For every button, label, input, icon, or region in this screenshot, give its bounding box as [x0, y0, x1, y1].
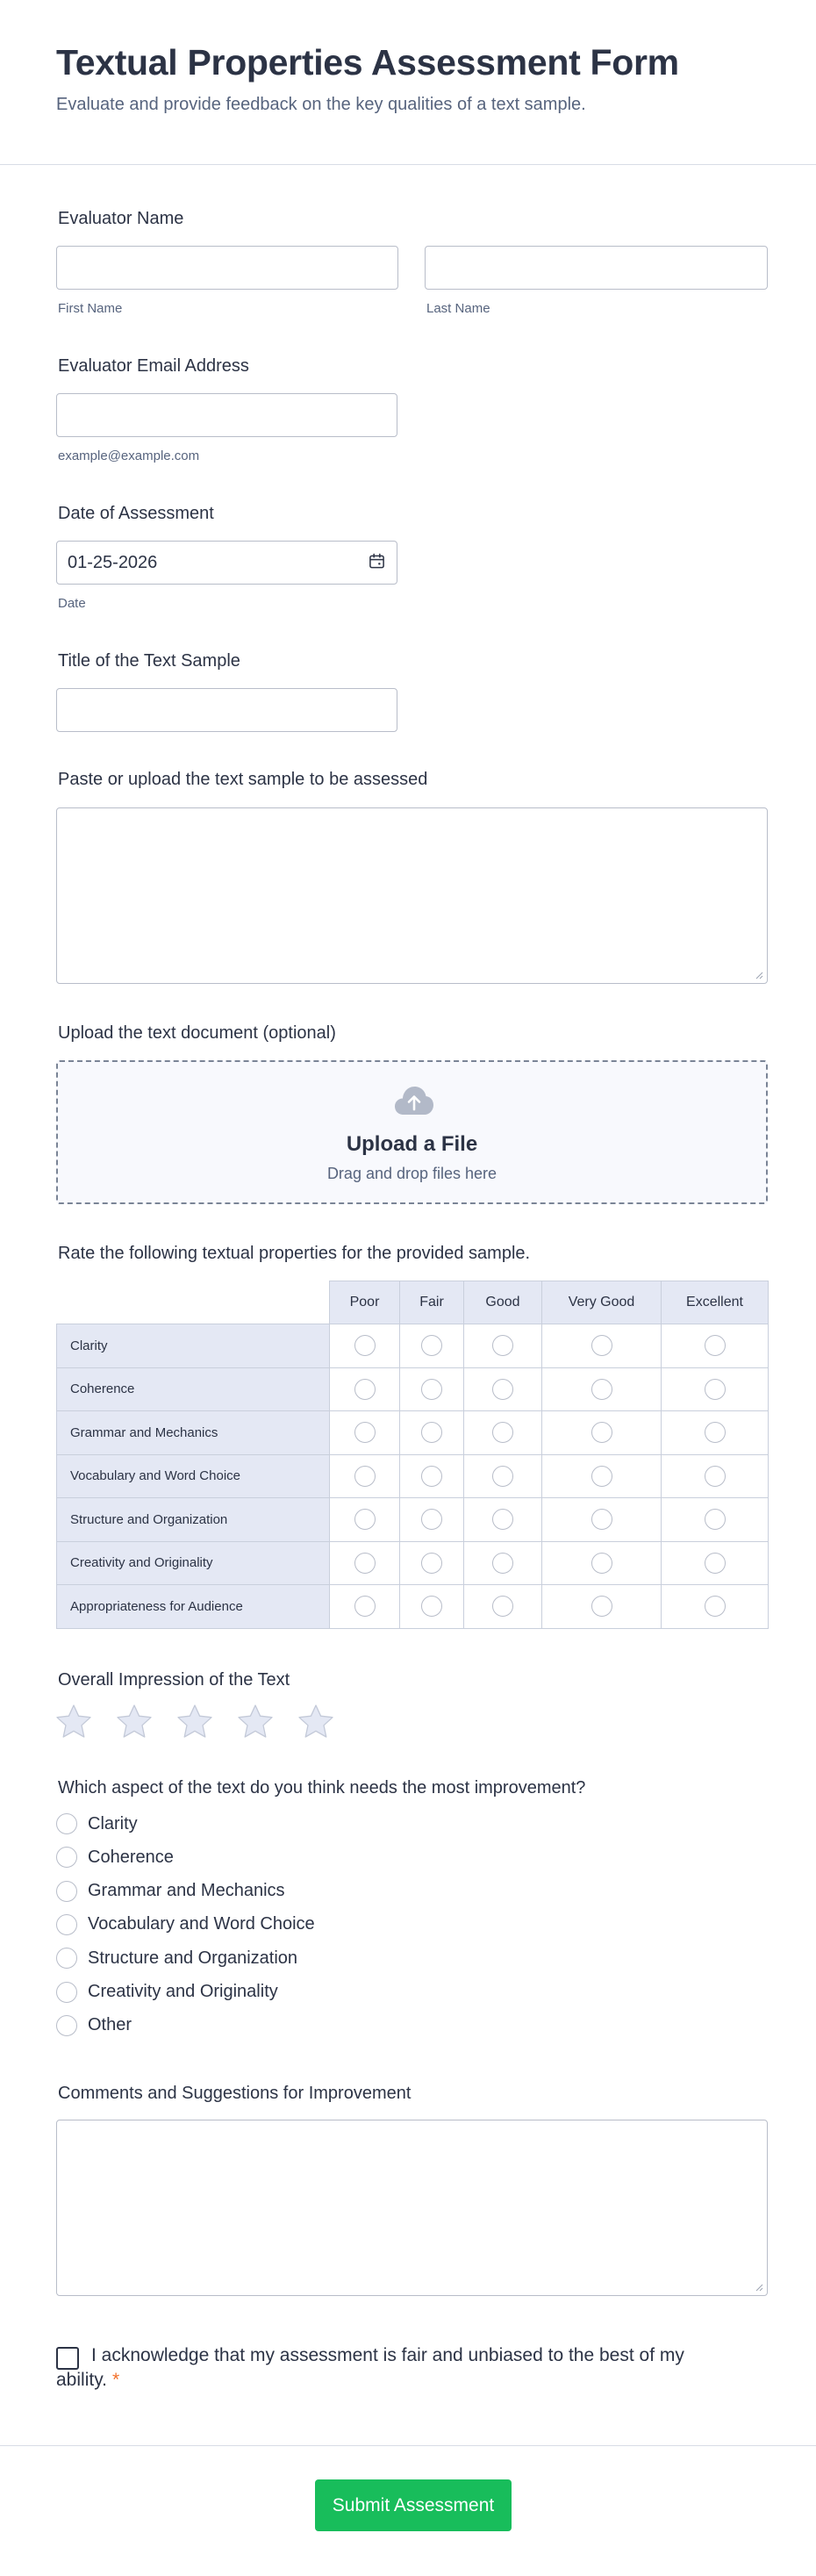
date-input[interactable] [56, 541, 397, 585]
matrix-radio[interactable] [492, 1509, 513, 1530]
matrix-cell [399, 1367, 464, 1412]
last-name-input[interactable] [425, 246, 768, 290]
star-icon[interactable] [54, 1703, 93, 1741]
matrix-column-header: Good [463, 1281, 542, 1324]
resize-handle-icon[interactable] [755, 2283, 763, 2292]
improvement-option[interactable] [56, 1912, 315, 1937]
first-name-sublabel: First Name [58, 301, 123, 316]
improvement-radio[interactable] [56, 1948, 77, 1969]
improvement-option[interactable] [56, 1946, 297, 1970]
required-asterisk: * [111, 2370, 120, 2390]
matrix-radio[interactable] [591, 1466, 612, 1487]
matrix-column-header: Excellent [661, 1281, 769, 1324]
matrix-cell [329, 1584, 400, 1629]
matrix-cell [329, 1324, 400, 1368]
improvement-option-label: Creativity and Originality [88, 1982, 278, 2001]
matrix-cell [661, 1541, 769, 1586]
matrix-column-header: Very Good [541, 1281, 662, 1324]
star-rating [54, 1703, 370, 1747]
email-sublabel: example@example.com [58, 448, 200, 463]
matrix-row-label: Creativity and Originality [56, 1541, 330, 1586]
improvement-radio[interactable] [56, 1813, 77, 1834]
matrix-radio[interactable] [492, 1422, 513, 1443]
upload-title: Upload a File [346, 1132, 478, 1156]
improvement-option-label: Coherence [88, 1847, 174, 1867]
matrix-radio[interactable] [421, 1596, 442, 1617]
matrix-row-label: Coherence [56, 1367, 330, 1412]
matrix-cell [329, 1541, 400, 1586]
matrix-radio[interactable] [421, 1422, 442, 1443]
matrix-cell [661, 1584, 769, 1629]
acknowledge-label [56, 2343, 688, 2393]
improvement-option-label: Structure and Organization [88, 1948, 298, 1968]
matrix-row-label: Clarity [56, 1324, 330, 1368]
matrix-cell [329, 1367, 400, 1412]
sample-title-input[interactable] [56, 688, 397, 732]
matrix-radio[interactable] [705, 1379, 726, 1400]
improvement-option-label: Other [88, 2015, 132, 2035]
rating-matrix [56, 1281, 768, 1614]
matrix-cell [541, 1497, 662, 1542]
matrix-cell [329, 1454, 400, 1499]
star-icon[interactable] [115, 1703, 154, 1741]
improvement-radio[interactable] [56, 1914, 77, 1935]
matrix-cell [541, 1324, 662, 1368]
date-sublabel: Date [58, 596, 86, 611]
improvement-option[interactable] [56, 1879, 285, 1904]
improvement-option-label: Vocabulary and Word Choice [88, 1914, 315, 1934]
matrix-cell [463, 1584, 542, 1629]
matrix-cell [541, 1410, 662, 1455]
matrix-cell [399, 1324, 464, 1368]
matrix-radio[interactable] [354, 1422, 376, 1443]
matrix-cell [399, 1584, 464, 1629]
improvement-option[interactable] [56, 1845, 174, 1869]
submit-button[interactable]: Submit Assessment [315, 2479, 512, 2531]
matrix-radio[interactable] [591, 1553, 612, 1574]
star-rating-label: Overall Impression of the Text [58, 1670, 290, 1690]
matrix-radio[interactable] [705, 1422, 726, 1443]
matrix-radio[interactable] [705, 1553, 726, 1574]
improvement-radio[interactable] [56, 1881, 77, 1902]
matrix-row-label: Grammar and Mechanics [56, 1410, 330, 1455]
matrix-radio[interactable] [705, 1596, 726, 1617]
evaluator-name-label: Evaluator Name [58, 209, 184, 228]
matrix-row-label: Appropriateness for Audience [56, 1584, 330, 1629]
matrix-radio[interactable] [705, 1466, 726, 1487]
matrix-radio[interactable] [591, 1379, 612, 1400]
matrix-radio[interactable] [591, 1335, 612, 1356]
matrix-radio[interactable] [354, 1466, 376, 1487]
improvement-option[interactable] [56, 2013, 132, 2038]
matrix-cell [463, 1367, 542, 1412]
matrix-cell [399, 1497, 464, 1542]
matrix-cell [329, 1410, 400, 1455]
star-icon[interactable] [297, 1703, 335, 1741]
matrix-radio[interactable] [705, 1509, 726, 1530]
improvement-option-label: Grammar and Mechanics [88, 1881, 285, 1901]
matrix-cell [399, 1454, 464, 1499]
matrix-cell [661, 1410, 769, 1455]
comments-label: Comments and Suggestions for Improvement [58, 2084, 412, 2103]
email-label: Evaluator Email Address [58, 356, 249, 376]
matrix-radio[interactable] [421, 1335, 442, 1356]
date-label: Date of Assessment [58, 504, 214, 523]
upload-subtitle: Drag and drop files here [326, 1165, 497, 1182]
sample-title-label: Title of the Text Sample [58, 651, 240, 671]
improvement-options [56, 1812, 495, 2049]
matrix-radio[interactable] [492, 1596, 513, 1617]
matrix-cell [329, 1497, 400, 1542]
form-title: Textual Properties Assessment Form [56, 42, 679, 83]
matrix-cell [463, 1324, 542, 1368]
improvement-radio[interactable] [56, 2015, 77, 2036]
matrix-radio[interactable] [421, 1509, 442, 1530]
matrix-cell [661, 1324, 769, 1368]
header-divider [0, 164, 816, 165]
matrix-radio[interactable] [492, 1335, 513, 1356]
matrix-cell [463, 1454, 542, 1499]
matrix-radio[interactable] [421, 1379, 442, 1400]
matrix-row-label: Vocabulary and Word Choice [56, 1454, 330, 1499]
upload-label: Upload the text document (optional) [58, 1023, 336, 1043]
matrix-column-header: Poor [329, 1281, 400, 1324]
matrix-radio[interactable] [492, 1466, 513, 1487]
matrix-radio[interactable] [354, 1509, 376, 1530]
matrix-radio[interactable] [705, 1335, 726, 1356]
improvement-option-label: Clarity [88, 1813, 138, 1833]
form-subtitle: Evaluate and provide feedback on the key qualities of a text sample. [56, 95, 586, 114]
last-name-sublabel: Last Name [426, 301, 490, 316]
matrix-radio[interactable] [591, 1596, 612, 1617]
file-upload-dropzone[interactable] [56, 1060, 768, 1204]
matrix-radio[interactable] [492, 1553, 513, 1574]
matrix-radio[interactable] [354, 1553, 376, 1574]
matrix-label: Rate the following textual properties for the provided sample. [58, 1244, 531, 1263]
matrix-cell [399, 1410, 464, 1455]
matrix-cell [541, 1454, 662, 1499]
date-value: 01-25-2026 [68, 552, 158, 572]
improvement-radio[interactable] [56, 1982, 77, 2003]
star-icon[interactable] [175, 1703, 214, 1741]
matrix-radio[interactable] [591, 1422, 612, 1443]
matrix-cell [463, 1497, 542, 1542]
star-icon[interactable] [236, 1703, 275, 1741]
calendar-icon[interactable] [369, 553, 385, 570]
matrix-cell [661, 1497, 769, 1542]
acknowledge-text: I acknowledge that my assessment is fair and unbiased to the best of my ability. [56, 2345, 684, 2390]
matrix-row-label: Structure and Organization [56, 1497, 330, 1542]
improvement-option[interactable] [56, 1980, 278, 2005]
matrix-cell [661, 1367, 769, 1412]
cloud-upload-icon [394, 1085, 434, 1116]
matrix-radio[interactable] [421, 1466, 442, 1487]
first-name-input[interactable] [56, 246, 398, 290]
matrix-radio[interactable] [591, 1509, 612, 1530]
sample-text-textarea[interactable] [56, 807, 768, 984]
matrix-radio[interactable] [421, 1553, 442, 1574]
resize-handle-icon[interactable] [755, 971, 763, 979]
matrix-cell [661, 1454, 769, 1499]
matrix-radio[interactable] [354, 1335, 376, 1356]
matrix-radio[interactable] [354, 1379, 376, 1400]
footer-divider [0, 2445, 816, 2446]
comments-textarea[interactable] [56, 2120, 768, 2296]
improvement-option[interactable] [56, 1812, 138, 1836]
email-input[interactable] [56, 393, 397, 437]
matrix-radio[interactable] [354, 1596, 376, 1617]
matrix-column-header: Fair [399, 1281, 464, 1324]
matrix-radio[interactable] [492, 1379, 513, 1400]
matrix-cell [541, 1367, 662, 1412]
matrix-cell [541, 1584, 662, 1629]
matrix-cell [463, 1410, 542, 1455]
matrix-cell [399, 1541, 464, 1586]
improvement-radio[interactable] [56, 1847, 77, 1868]
matrix-cell [463, 1541, 542, 1586]
matrix-cell [541, 1541, 662, 1586]
sample-text-label: Paste or upload the text sample to be assessed [58, 770, 428, 789]
improvement-label: Which aspect of the text do you think needs the most improvement? [58, 1778, 586, 1797]
